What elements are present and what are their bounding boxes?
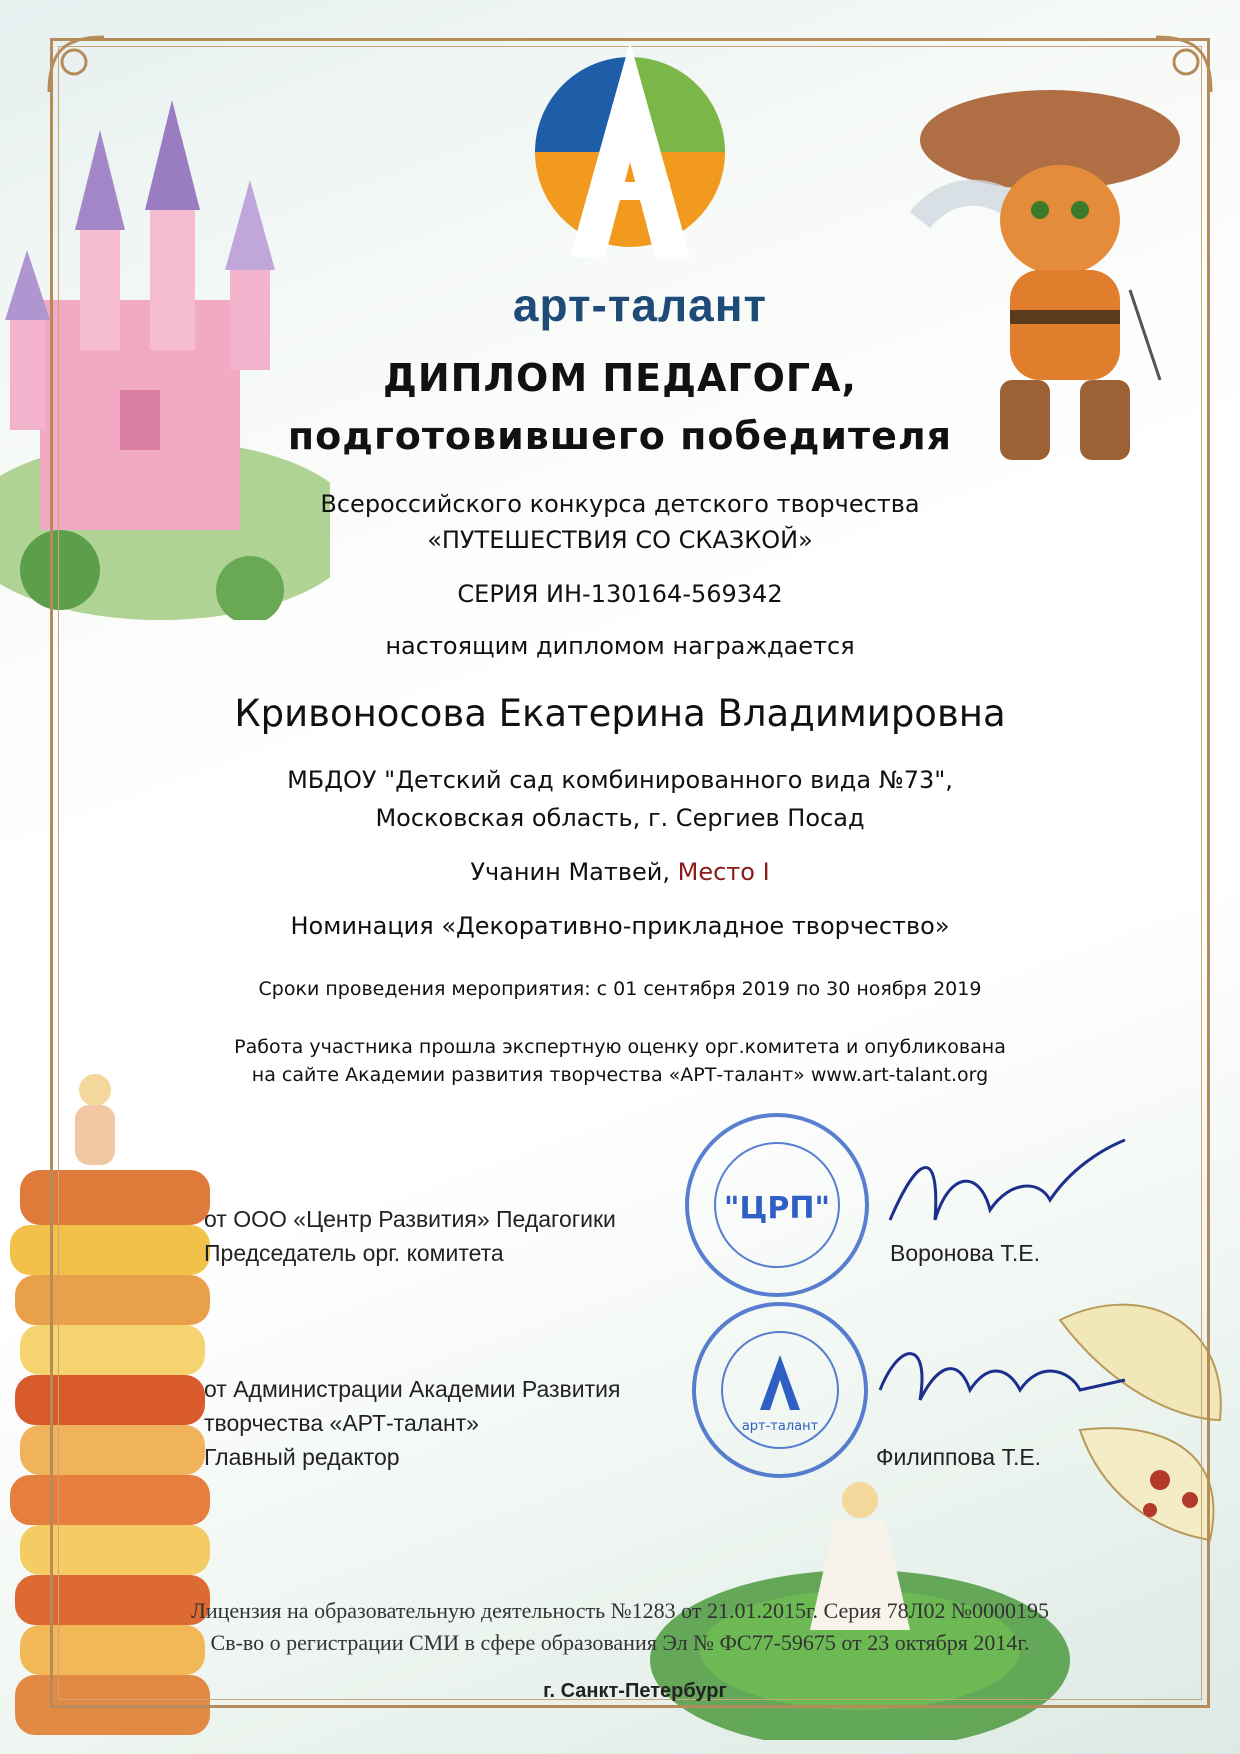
license-info: Лицензия на образовательную деятельность №1283 от 21.01.2015г. Серия 78Л02 №0000195 xyxy=(190,1598,1050,1623)
review-line1: Работа участника прошла экспертную оценку орг.комитета и опубликована xyxy=(234,1036,1006,1058)
event-dates: Сроки проведения мероприятия: с 01 сентября 2019 по 30 ноября 2019 xyxy=(258,978,982,1000)
contest-name-line1: Всероссийского конкурса детского творчества xyxy=(320,490,920,518)
stamp-2-text: арт-талант xyxy=(741,1419,819,1434)
place-badge: Место I xyxy=(677,858,770,886)
signature-filippova-icon xyxy=(870,1330,1130,1440)
signatory-2-name: Филиппова Т.Е. xyxy=(876,1444,1042,1470)
signatory-1-role: Председатель орг. комитета xyxy=(204,1240,504,1266)
review-line2: на сайте Академии развития творчества «АРТ-талант» www.art-talant.org xyxy=(251,1064,989,1086)
brand-name: арт-талант xyxy=(512,279,768,331)
signatory-2-org: от Администрации Академии Развития xyxy=(204,1376,621,1402)
awarded-text: настоящим дипломом награждается xyxy=(385,632,855,660)
city: г. Санкт-Петербург xyxy=(543,1680,727,1702)
series-number: СЕРИЯ ИН-130164-569342 xyxy=(457,580,783,608)
stamp-1-text: "ЦРП" xyxy=(723,1191,831,1226)
diploma-title: ДИПЛОМ ПЕДАГОГА, xyxy=(383,356,857,400)
signatory-2-block xyxy=(204,1372,620,1474)
registration-info: Св-во о регистрации СМИ в сфере образования Эл № ФС77-59675 от 23 октября 2014г. xyxy=(210,1630,1030,1655)
nomination: Номинация «Декоративно-прикладное творчество» xyxy=(290,912,950,940)
organization-line2: Московская область, г. Сергиев Посад xyxy=(375,804,865,832)
signatory-1-org: от ООО «Центр Развития» Педагогики xyxy=(204,1206,616,1232)
signatory-1-name: Воронова Т.Е. xyxy=(890,1240,1040,1266)
organization-line1: МБДОУ "Детский сад комбинированного вида №73", xyxy=(287,766,953,794)
art-talant-stamp-icon xyxy=(690,1300,870,1480)
signatory-1-block xyxy=(204,1202,616,1270)
contest-name-line2: «ПУТЕШЕСТВИЯ СО СКАЗКОЙ» xyxy=(427,526,813,554)
signatory-2-role: Главный редактор xyxy=(204,1444,400,1470)
signatory-2-org-cont: творчества «АРТ-талант» xyxy=(204,1410,479,1436)
ornament-corner-icon xyxy=(44,32,114,102)
student-place xyxy=(0,858,1240,886)
signature-voronova-icon xyxy=(880,1130,1130,1250)
recipient-name: Кривоносова Екатерина Владимировна xyxy=(234,692,1006,735)
art-talant-logo-icon xyxy=(530,42,730,272)
diploma-subtitle: подготовившего победителя xyxy=(287,414,953,458)
crp-stamp-icon xyxy=(682,1110,872,1300)
student-name: Учанин Матвей, xyxy=(470,858,670,886)
ornament-corner-icon xyxy=(1146,32,1216,102)
